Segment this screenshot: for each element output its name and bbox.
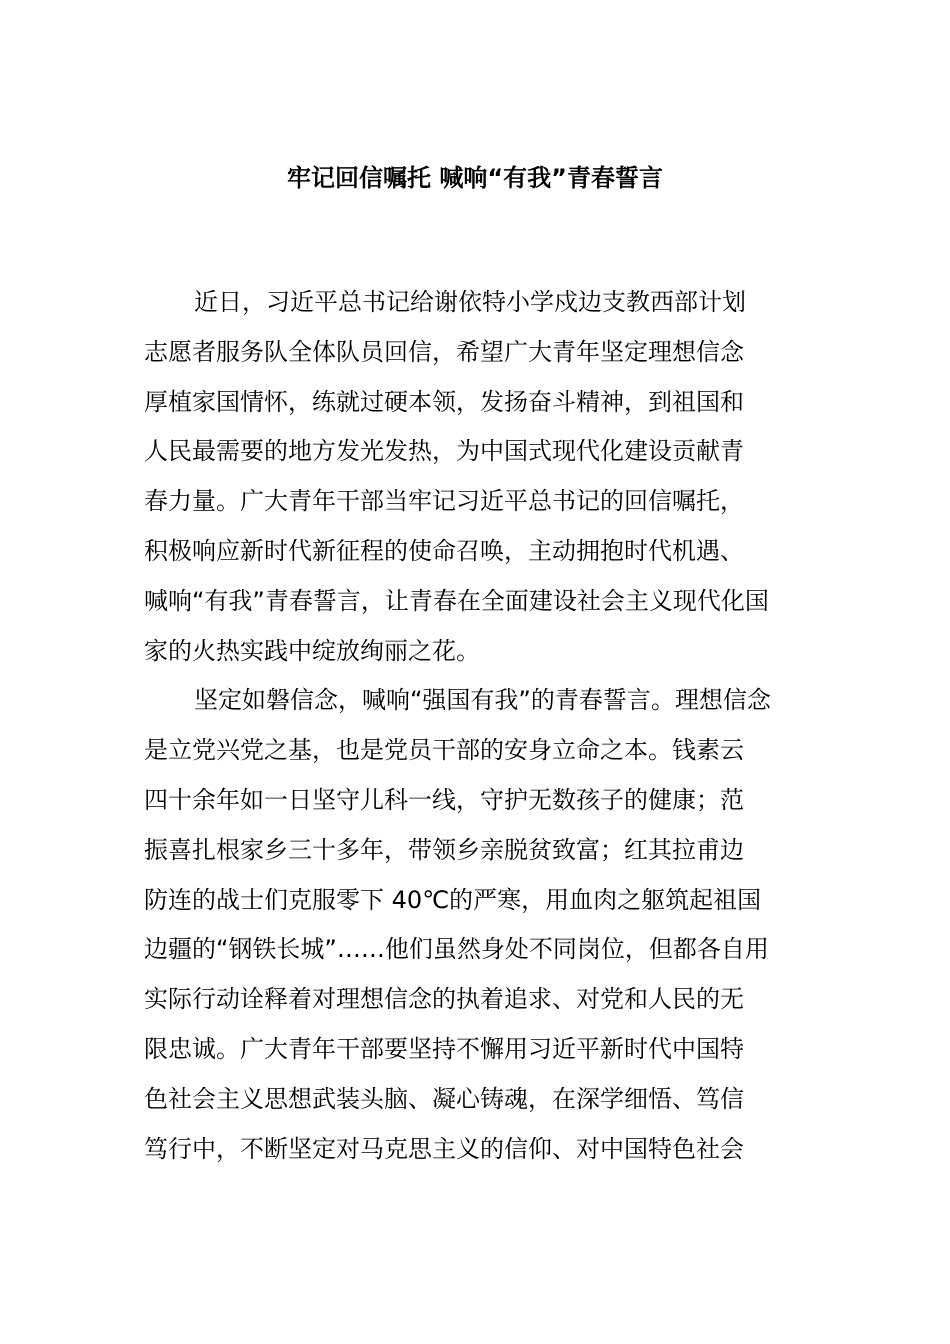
document-title: 牢记回信嘱托 喊响“有我”青春誓言: [287, 164, 663, 192]
paragraph-line: 积极响应新时代新征程的使命召唤，主动拥抱时代机遇、: [144, 536, 744, 565]
paragraph-line: 坚定如磐信念，喊响“强国有我”的青春誓言。理想信念: [194, 686, 771, 715]
paragraph-line: 四十余年如一日坚守儿科一线，守护无数孩子的健康；范: [144, 785, 744, 814]
paragraph-line: 防连的战士们克服零下 40℃的严寒，用血肉之躯筑起祖国: [144, 885, 762, 914]
document-body: [144, 278, 806, 1174]
paragraph-line: 是立党兴党之基，也是党员干部的安身立命之本。钱素云: [144, 736, 744, 765]
paragraph-line: 喊响“有我”青春誓言，让青春在全面建设社会主义现代化国: [144, 586, 769, 615]
paragraph-1: [144, 278, 806, 676]
paragraph-line: 振喜扎根家乡三十多年，带领乡亲脱贫致富；红其拉甫边: [144, 835, 744, 864]
paragraph-line: 边疆的“钢铁长城”……他们虽然身处不同岗位，但都各自用: [144, 935, 769, 964]
paragraph-line: 厚植家国情怀，练就过硬本领，发扬奋斗精神，到祖国和: [144, 387, 744, 416]
paragraph-line: 家的火热实践中绽放绚丽之花。: [144, 636, 480, 665]
paragraph-line: 笃行中，不断坚定对马克思主义的信仰、对中国特色社会: [144, 1134, 744, 1163]
paragraph-line: 志愿者服务队全体队员回信，希望广大青年坚定理想信念: [144, 337, 744, 366]
paragraph-line: 实际行动诠释着对理想信念的执着追求、对党和人民的无: [144, 985, 744, 1014]
paragraph-line: 春力量。广大青年干部当牢记习近平总书记的回信嘱托，: [144, 487, 744, 516]
paragraph-line: 限忠诚。广大青年干部要坚持不懈用习近平新时代中国特: [144, 1034, 744, 1063]
paragraph-line: 人民最需要的地方发光发热，为中国式现代化建设贡献青: [144, 437, 744, 466]
paragraph-2: [144, 676, 806, 1174]
paragraph-line: 色社会主义思想武装头脑、凝心铸魂，在深学细悟、笃信: [144, 1084, 744, 1113]
paragraph-line: 近日，习近平总书记给谢依特小学戍边支教西部计划: [194, 288, 746, 316]
